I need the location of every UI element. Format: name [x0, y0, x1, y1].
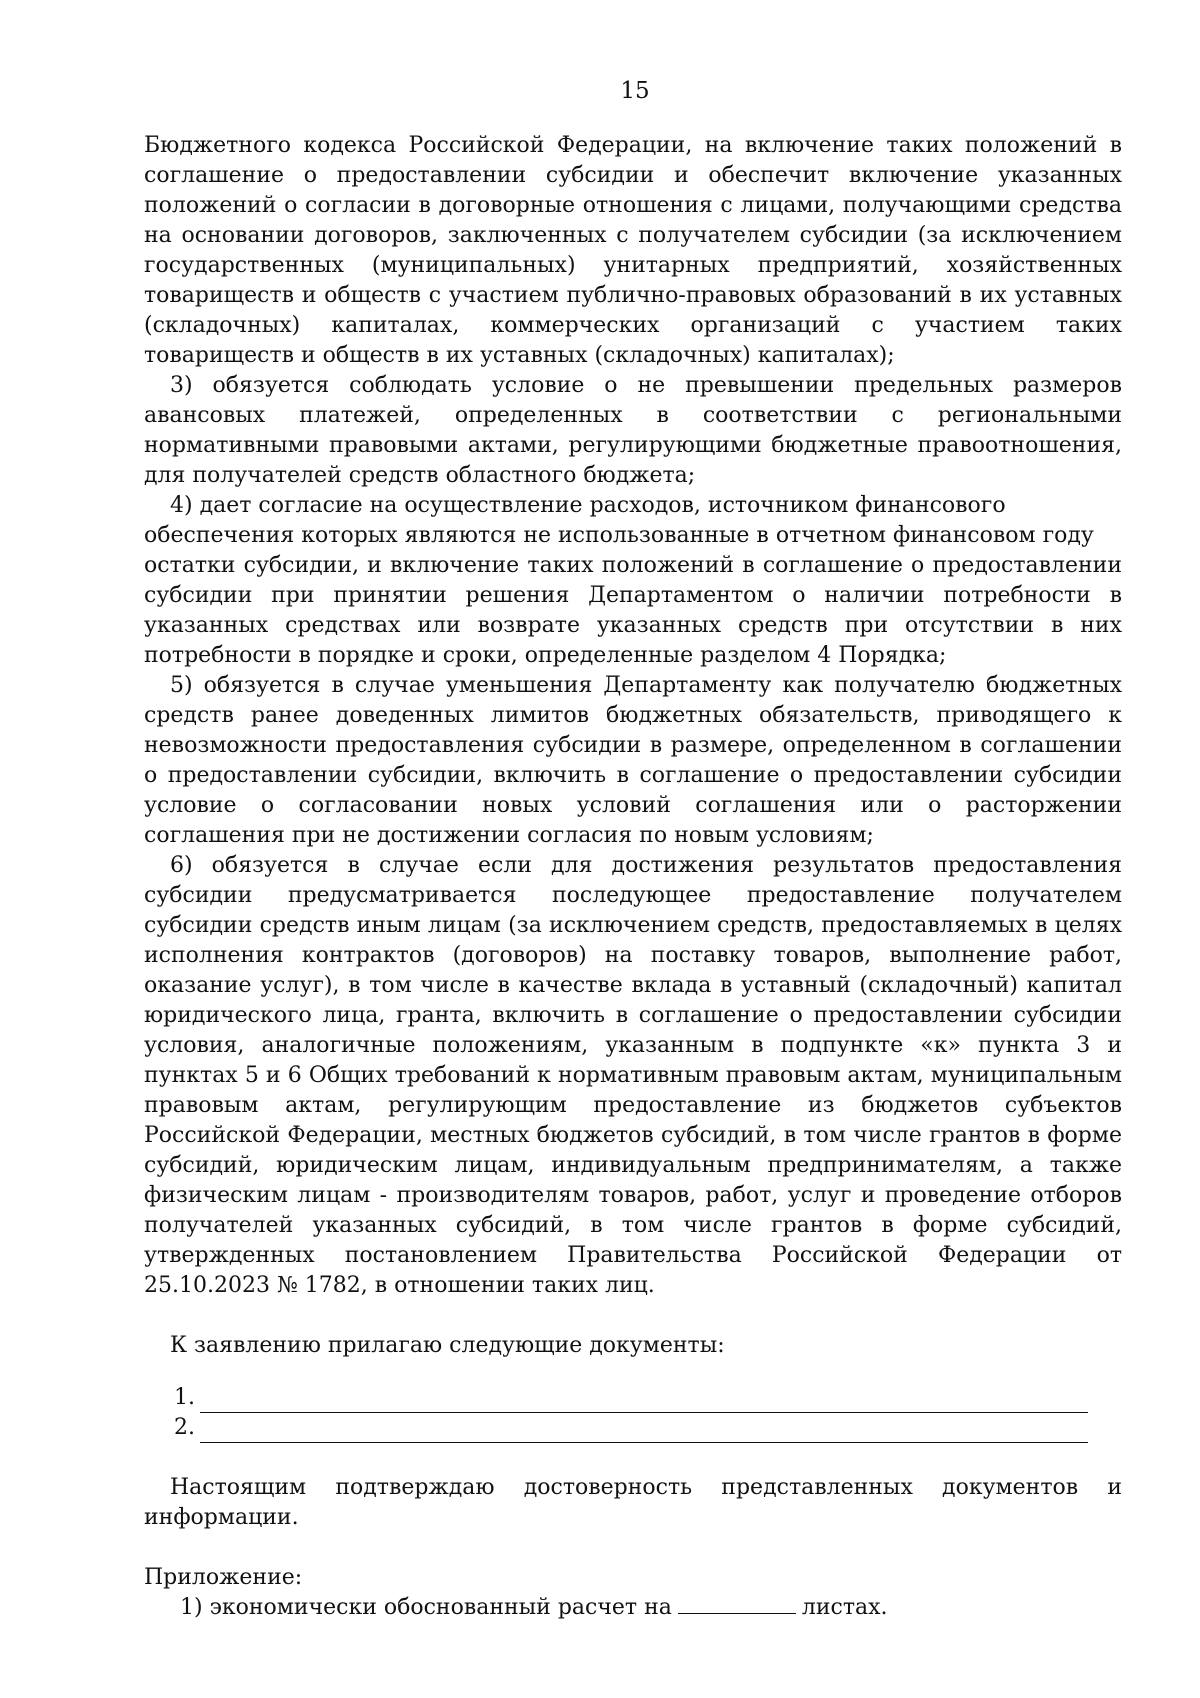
appendix-item-prefix: 1) экономически обоснованный расчет на	[180, 1595, 672, 1620]
confirmation-paragraph: Настоящим подтверждаю достоверность представленных документов и информации.	[144, 1475, 1122, 1530]
attachment-number: 1.	[174, 1385, 195, 1410]
paragraph-item-4-start: 4) дает согласие на осуществление расходов, источником финансового обеспечения которых являются не использованные в отчетном финансовом году	[144, 493, 1094, 548]
attachments-intro: К заявлению прилагаю следующие документы:	[170, 1333, 725, 1358]
attachment-blank-line[interactable]	[200, 1390, 1088, 1413]
paragraph-item-5: 5) обязуется в случае уменьшения Департаменту как получателю бюджетных средств ранее доведенных лимитов бюджетных обязательств, приводящего к невозможности предоставления субсидии в размере, определенном в соглашении о предоставлении субсидии, включить в соглашение о предоставлении субсидии условие о согласовании новых условий соглашения или о расторжении соглашения при не достижении согласия по новым условиям;	[144, 673, 1122, 848]
document-body	[144, 131, 1122, 1623]
page-number: 15	[620, 78, 650, 104]
paragraph-continuation: Бюджетного кодекса Российской Федерации, на включение таких положений в соглашение о предоставлении субсидии и обеспечит включение указанных положений о согласии в договорные отношения с лицами, получающими средства на основании договоров, заключенных с получателем субсидии (за исключением государственных (муниципальных) унитарных предприятий, хозяйственных товариществ и обществ с участием публично-правовых образований в их уставных (складочных) капиталах, коммерческих организаций с участием таких товариществ и обществ в их уставных (складочных) капиталах);	[144, 133, 1122, 368]
attachment-blank-line[interactable]	[200, 1420, 1088, 1443]
paragraph-item-4-end: остатки субсидии, и включение таких положений в соглашение о предоставлении субсидии при принятии решения Департаментом о наличии потребности в указанных средствах или возврате указанных средств при отсутствии в них потребности в порядке и сроки, определенные разделом 4 Порядка;	[144, 553, 1122, 668]
paragraph-item-3: 3) обязуется соблюдать условие о не превышении предельных размеров авансовых платежей, определенных в соответствии с региональными нормативными правовыми актами, регулирующими бюджетные правоотношения, для получателей средств областного бюджета;	[144, 373, 1122, 488]
attachment-row-2	[144, 1413, 1122, 1443]
appendix-item-suffix: листах.	[801, 1595, 888, 1620]
attachment-number: 2.	[174, 1415, 195, 1440]
paragraph-item-6: 6) обязуется в случае если для достижения результатов предоставления субсидии предусматривается последующее предоставление получателем субсидии средств иным лицам (за исключением средств, предоставляемых в целях исполнения контрактов (договоров) на поставку товаров, выполнение работ, оказание услуг), в том числе в качестве вклада в уставный (складочный) капитал юридического лица, гранта, включить в соглашение о предоставлении субсидии условия, аналогичные положениям, указанным в подпункте «к» пункта 3 и пунктах 5 и 6 Общих требований к нормативным правовым актам, муниципальным правовым актам, регулирующим предоставление из бюджетов субъектов Российской Федерации, местных бюджетов субсидий, в том числе грантов в форме субсидий, юридическим лицам, индивидуальным предпринимателям, а также физическим лицам - производителям товаров, работ, услуг и проведение отборов получателей указанных субсидий, в том числе грантов в форме субсидий, утвержденных постановлением Правительства Российской Федерации от 25.10.2023 № 1782, в отношении таких лиц.	[144, 853, 1122, 1298]
appendix-item-1	[144, 1593, 1122, 1623]
appendix-title: Приложение:	[144, 1565, 303, 1590]
attachment-row-1	[144, 1383, 1122, 1413]
sheet-count-blank[interactable]	[678, 1593, 796, 1614]
